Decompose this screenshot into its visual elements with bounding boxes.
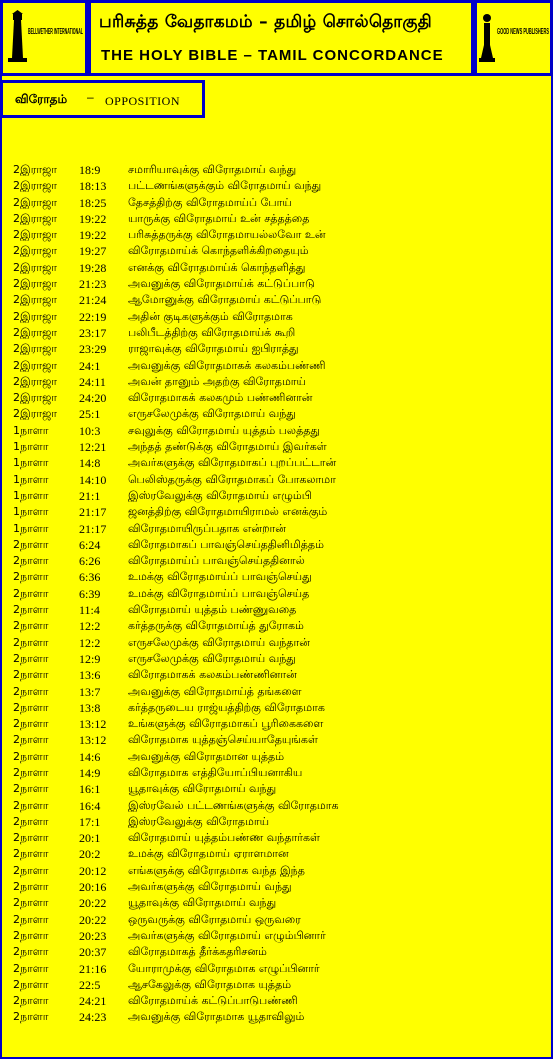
list-item	[0, 685, 553, 701]
entry-text: அவனுக்கு விரோதமாகக் கலகம்பண்ணி	[128, 358, 326, 372]
entry-text: அவன் தானும் அதற்கு விரோதமாய்	[128, 374, 306, 388]
concordance-list	[0, 163, 553, 1027]
entry-reference: 20:2	[79, 847, 101, 862]
list-item	[0, 326, 553, 342]
entry-reference: 6:24	[79, 537, 101, 552]
entry-reference: 19:27	[79, 244, 107, 259]
entry-book: 2நாளா	[13, 798, 49, 812]
entry-reference: 18:9	[79, 163, 101, 177]
entry-book: 2நாளா	[13, 961, 49, 975]
entry-reference: 24:1	[79, 358, 101, 373]
entry-book: 2இராஜா	[13, 195, 58, 209]
entry-text: விரோதமாகப் பாவஞ்செய்ததினிமித்தம்	[128, 537, 324, 551]
list-item	[0, 945, 553, 961]
entry-book: 2நாளா	[13, 537, 49, 551]
list-item	[0, 750, 553, 766]
entry-text: விரோதமாய் யுத்தம் பண்ணுவதை	[128, 603, 297, 617]
list-item	[0, 913, 553, 929]
list-item	[0, 342, 553, 358]
entry-book: 2இராஜா	[13, 228, 58, 242]
entry-book: 2இராஜா	[13, 293, 58, 307]
list-item	[0, 359, 553, 375]
title-banner	[88, 0, 474, 76]
entry-reference: 23:17	[79, 325, 107, 340]
entry-reference: 24:20	[79, 391, 107, 406]
entry-book: 2நாளா	[13, 1010, 49, 1024]
entry-reference: 16:4	[79, 798, 101, 813]
entry-reference: 12:2	[79, 619, 101, 634]
list-item	[0, 261, 553, 277]
entry-text: பரிசுத்தருக்கு விரோதமாயல்லவோ உன்	[128, 228, 326, 242]
entry-text: பட்டணங்களுக்கும் விரோதமாய் வந்து	[128, 179, 322, 193]
entry-book: 2நாளா	[13, 749, 49, 763]
list-item	[0, 815, 553, 831]
list-item	[0, 619, 553, 635]
entry-reference: 21:23	[79, 277, 107, 292]
entry-reference: 13:6	[79, 668, 101, 683]
entry-text: எங்களுக்கு விரோதமாக வந்த இந்த	[128, 863, 305, 877]
entry-text: அவர்களுக்கு விரோதமாகப் புறப்பட்டான்	[128, 456, 337, 470]
list-item	[0, 717, 553, 733]
entry-reference: 18:25	[79, 195, 107, 210]
entry-book: 2இராஜா	[13, 260, 58, 274]
entry-book: 2இராஜா	[13, 163, 58, 176]
entry-book: 2நாளா	[13, 717, 49, 731]
entry-reference: 25:1	[79, 407, 101, 422]
entry-text: விரோதமாய்ப் பாவஞ்செய்ததினால்	[128, 554, 305, 568]
entry-text: ஆசகேலுக்கு விரோதமாக யுத்தம்	[128, 977, 292, 991]
list-item	[0, 766, 553, 782]
entry-text: விரோதமாகக் கலகம்பண்ணினான்	[128, 668, 297, 682]
entry-reference: 23:29	[79, 342, 107, 357]
headword-tamil: விரோதம்	[15, 92, 68, 106]
entry-book: 2இராஜா	[13, 179, 58, 193]
entry-book: 2நாளா	[13, 554, 49, 568]
list-item	[0, 978, 553, 994]
list-item	[0, 733, 553, 749]
entry-text: யோராமுக்கு விரோதமாக எழுப்பினார்	[128, 961, 320, 975]
entry-text: விரோதமாகக் கலகமும் பண்ணினான்	[128, 391, 313, 405]
list-item	[0, 782, 553, 798]
entry-reference: 14:10	[79, 472, 107, 487]
entry-reference: 20:1	[79, 831, 101, 846]
entry-text: யூதாவுக்கு விரோதமாய் வந்து	[128, 782, 277, 796]
entry-book: 2நாளா	[13, 635, 49, 649]
list-item	[0, 587, 553, 603]
entry-text: பலிபீடத்திற்கு விரோதமாய்க் கூறி	[128, 325, 296, 339]
entry-text: இஸ்ரவேலுக்கு விரோதமாய் எழும்பி	[128, 488, 312, 502]
entry-text: விரோதமாக எத்தியோப்பியனாகிய	[128, 765, 303, 779]
entry-reference: 21:16	[79, 961, 107, 976]
entry-text: பெலிஸ்தருக்கு விரோதமாகப் போகலாமா	[128, 472, 336, 486]
entry-book: 2இராஜா	[13, 211, 58, 225]
entry-book: 2நாளா	[13, 912, 49, 926]
entry-book: 2இராஜா	[13, 342, 58, 356]
entry-book: 2நாளா	[13, 733, 49, 747]
entry-book: 1நாளா	[13, 472, 49, 486]
entry-reference: 12:9	[79, 651, 101, 666]
entry-text: எருசலேமுக்கு விரோதமாய் வந்து	[128, 407, 296, 421]
logo-left-text: BELLWETHER INTERNATIONAL	[28, 27, 84, 36]
entry-reference: 6:39	[79, 586, 101, 601]
entry-book: 2நாளா	[13, 684, 49, 698]
entry-book: 1நாளா	[13, 521, 49, 535]
entry-book: 2நாளா	[13, 814, 49, 828]
entry-text: விரோதமாக யுத்தஞ்செய்யாதேயுங்கள்	[128, 733, 318, 747]
list-item	[0, 244, 553, 260]
list-item	[0, 228, 553, 244]
entry-book: 2இராஜா	[13, 374, 58, 388]
list-item	[0, 505, 553, 521]
entry-reference: 24:11	[79, 374, 106, 389]
entry-book: 2இராஜா	[13, 358, 58, 372]
entry-text: ராஜாவுக்கு விரோதமாய் ஐபிராத்து	[128, 342, 299, 356]
list-item	[0, 391, 553, 407]
entry-book: 2நாளா	[13, 570, 49, 584]
entry-book: 2நாளா	[13, 847, 49, 861]
list-item	[0, 636, 553, 652]
entry-reference: 24:21	[79, 994, 107, 1009]
entry-reference: 22:5	[79, 977, 101, 992]
entry-text: அவனுக்கு விரோதமான யுத்தம்	[128, 749, 285, 763]
entry-text: ஆமோனுக்கு விரோதமாய் கட்டுப்பாடு	[128, 293, 322, 307]
entry-text: அவனுக்கு விரோதமாய்க் கட்டுப்பாடு	[128, 277, 315, 291]
entry-reference: 6:26	[79, 554, 101, 569]
list-item	[0, 864, 553, 880]
entry-reference: 14:9	[79, 765, 101, 780]
entry-book: 2நாளா	[13, 586, 49, 600]
headword-box	[0, 80, 205, 118]
list-item	[0, 603, 553, 619]
entry-reference: 21:17	[79, 505, 107, 520]
entry-text: சவுலுக்கு விரோதமாய் யுத்தம் பலத்தது	[128, 423, 320, 437]
entry-reference: 22:19	[79, 309, 107, 324]
list-item	[0, 880, 553, 896]
list-item	[0, 440, 553, 456]
entry-reference: 19:22	[79, 228, 107, 243]
entry-reference: 13:8	[79, 700, 101, 715]
list-item	[0, 896, 553, 912]
entry-reference: 19:22	[79, 211, 107, 226]
entry-text: விரோதமாயிருப்பதாக என்றான்	[128, 521, 286, 535]
entry-text: கர்த்தருக்கு விரோதமாய்த் துரோகம்	[128, 619, 304, 633]
entry-reference: 21:17	[79, 521, 107, 536]
entry-book: 1நாளா	[13, 440, 49, 454]
list-item	[0, 196, 553, 212]
list-item	[0, 1010, 553, 1026]
lighthouse-icon	[4, 8, 84, 68]
entry-book: 1நாளா	[13, 423, 49, 437]
entry-text: விரோதமாய் யுத்தம்பண்ண வந்தார்கள்	[128, 831, 320, 845]
list-item	[0, 163, 553, 179]
list-item	[0, 701, 553, 717]
entry-reference: 13:12	[79, 717, 107, 732]
list-item	[0, 293, 553, 309]
entry-text: யூதாவுக்கு விரோதமாய் வந்து	[128, 896, 277, 910]
page-title-english: THE HOLY BIBLE – TAMIL CONCORDANCE	[101, 47, 444, 64]
entry-reference: 20:22	[79, 912, 107, 927]
entry-text: அதின் குடிகளுக்கும் விரோதமாக	[128, 309, 293, 323]
page-title-tamil: பரிசுத்த வேதாகமம் – தமிழ் சொல்தொகுதி	[99, 12, 432, 32]
entry-book: 2நாளா	[13, 977, 49, 991]
entry-book: 2நாளா	[13, 765, 49, 779]
entry-reference: 16:1	[79, 782, 101, 797]
entry-reference: 17:1	[79, 814, 101, 829]
entry-book: 2நாளா	[13, 896, 49, 910]
entry-book: 2இராஜா	[13, 309, 58, 323]
entry-reference: 20:22	[79, 896, 107, 911]
entry-text: இஸ்ரவேலுக்கு விரோதமாய்	[128, 814, 270, 828]
entry-text: அவர்களுக்கு விரோதமாய் எழும்பினார்	[128, 928, 326, 942]
entry-text: அவனுக்கு விரோதமாய்த் தங்களை	[128, 684, 302, 698]
entry-text: உமக்கு விரோதமாய்ப் பாவஞ்செய்து	[128, 570, 312, 584]
list-item	[0, 799, 553, 815]
entry-book: 2நாளா	[13, 603, 49, 617]
list-item	[0, 212, 553, 228]
list-item	[0, 456, 553, 472]
entry-book: 2நாளா	[13, 928, 49, 942]
entry-reference: 20:16	[79, 880, 107, 895]
entry-book: 2நாளா	[13, 831, 49, 845]
entry-text: கர்த்தருடைய ராஜ்யத்திற்கு விரோதமாக	[128, 700, 325, 714]
entry-reference: 21:1	[79, 488, 101, 503]
entry-text: ஜனத்திற்கு விரோதமாயிராமல் எனக்கும்	[128, 505, 328, 519]
entry-book: 2நாளா	[13, 700, 49, 714]
list-item	[0, 554, 553, 570]
list-item	[0, 570, 553, 586]
figure-icon	[477, 8, 551, 68]
entry-text: அந்தத் தண்டுக்கு விரோதமாய் இவர்கள்	[128, 440, 327, 454]
entry-book: 2நாளா	[13, 619, 49, 633]
entry-reference: 19:28	[79, 260, 107, 275]
headword-english: OPPOSITION	[105, 94, 181, 108]
entry-book: 2இராஜா	[13, 391, 58, 405]
entry-text: விரோதமாய்க் கட்டுப்பாடுபண்ணி	[128, 994, 298, 1008]
entry-text: அவர்களுக்கு விரோதமாய் வந்து	[128, 880, 292, 894]
entry-text: தேசத்திற்கு விரோதமாய்ப் போய்	[128, 195, 292, 209]
entry-book: 2நாளா	[13, 994, 49, 1008]
entry-book: 2நாளா	[13, 651, 49, 665]
list-item	[0, 929, 553, 945]
entry-book: 2நாளா	[13, 668, 49, 682]
list-item	[0, 424, 553, 440]
entry-text: ஒருவருக்கு விரோதமாய் ஒருவரை	[128, 912, 301, 926]
entry-reference: 6:36	[79, 570, 101, 585]
list-item	[0, 489, 553, 505]
entry-book: 2இராஜா	[13, 325, 58, 339]
entry-reference: 20:37	[79, 945, 107, 960]
entry-book: 2நாளா	[13, 782, 49, 796]
entry-book: 2நாளா	[13, 945, 49, 959]
entry-reference: 21:24	[79, 293, 107, 308]
entry-text: அவனுக்கு விரோதமாக யூதாவிலும்	[128, 1010, 305, 1024]
entry-reference: 18:13	[79, 179, 107, 194]
entry-reference: 20:12	[79, 863, 107, 878]
entry-book: 1நாளா	[13, 505, 49, 519]
entry-book: 1நாளா	[13, 456, 49, 470]
entry-text: எருசலேமுக்கு விரோதமாய் வந்து	[128, 651, 296, 665]
entry-book: 2இராஜா	[13, 277, 58, 291]
entry-reference: 14:6	[79, 749, 101, 764]
entry-reference: 14:8	[79, 456, 101, 471]
list-item	[0, 179, 553, 195]
list-item	[0, 407, 553, 423]
entry-reference: 12:21	[79, 440, 107, 455]
list-item	[0, 994, 553, 1010]
entry-reference: 13:7	[79, 684, 101, 699]
list-item	[0, 522, 553, 538]
list-item	[0, 473, 553, 489]
entry-text: விரோதமாய்க் கொந்தளிக்கிறதையும்	[128, 244, 309, 258]
entry-book: 2இராஜா	[13, 244, 58, 258]
list-item	[0, 277, 553, 293]
list-item	[0, 538, 553, 554]
entry-reference: 13:12	[79, 733, 107, 748]
entry-text: உமக்கு விரோதமாய் ஏராளமான	[128, 847, 289, 861]
entry-text: எனக்கு விரோதமாய்க் கொந்தளித்து	[128, 260, 306, 274]
entry-book: 2நாளா	[13, 880, 49, 894]
entry-text: சமாரியாவுக்கு விரோதமாய் வந்து	[128, 163, 297, 176]
entry-reference: 24:23	[79, 1010, 107, 1025]
list-item	[0, 375, 553, 391]
entry-text: உமக்கு விரோதமாய்ப் பாவஞ்செய்த	[128, 586, 310, 600]
entry-text: எருசலேமுக்கு விரோதமாய் வந்தான்	[128, 635, 310, 649]
entry-reference: 20:23	[79, 928, 107, 943]
list-item	[0, 962, 553, 978]
entry-book: 2நாளா	[13, 863, 49, 877]
publisher-logo-left	[0, 0, 88, 76]
logo-right-text: GOOD NEWS PUBLISHERS	[496, 27, 549, 36]
list-item	[0, 831, 553, 847]
publisher-logo-right	[474, 0, 553, 76]
headword-separator: –	[87, 90, 94, 104]
entry-book: 2இராஜா	[13, 407, 58, 421]
list-item	[0, 310, 553, 326]
entry-book: 1நாளா	[13, 488, 49, 502]
entry-text: யாருக்கு விரோதமாய் உன் சத்தத்தை	[128, 211, 310, 225]
entry-text: உங்களுக்கு விரோதமாகப் பூரிகைகளை	[128, 717, 324, 731]
entry-reference: 10:3	[79, 423, 101, 438]
entry-reference: 12:2	[79, 635, 101, 650]
entry-text: விரோதமாகத் தீர்க்கதரிசனம்	[128, 945, 267, 959]
entry-text: இஸ்ரவேல் பட்டணங்களுக்கு விரோதமாக	[128, 798, 339, 812]
list-item	[0, 668, 553, 684]
entry-reference: 11:4	[79, 603, 100, 618]
list-item	[0, 847, 553, 863]
list-item	[0, 652, 553, 668]
